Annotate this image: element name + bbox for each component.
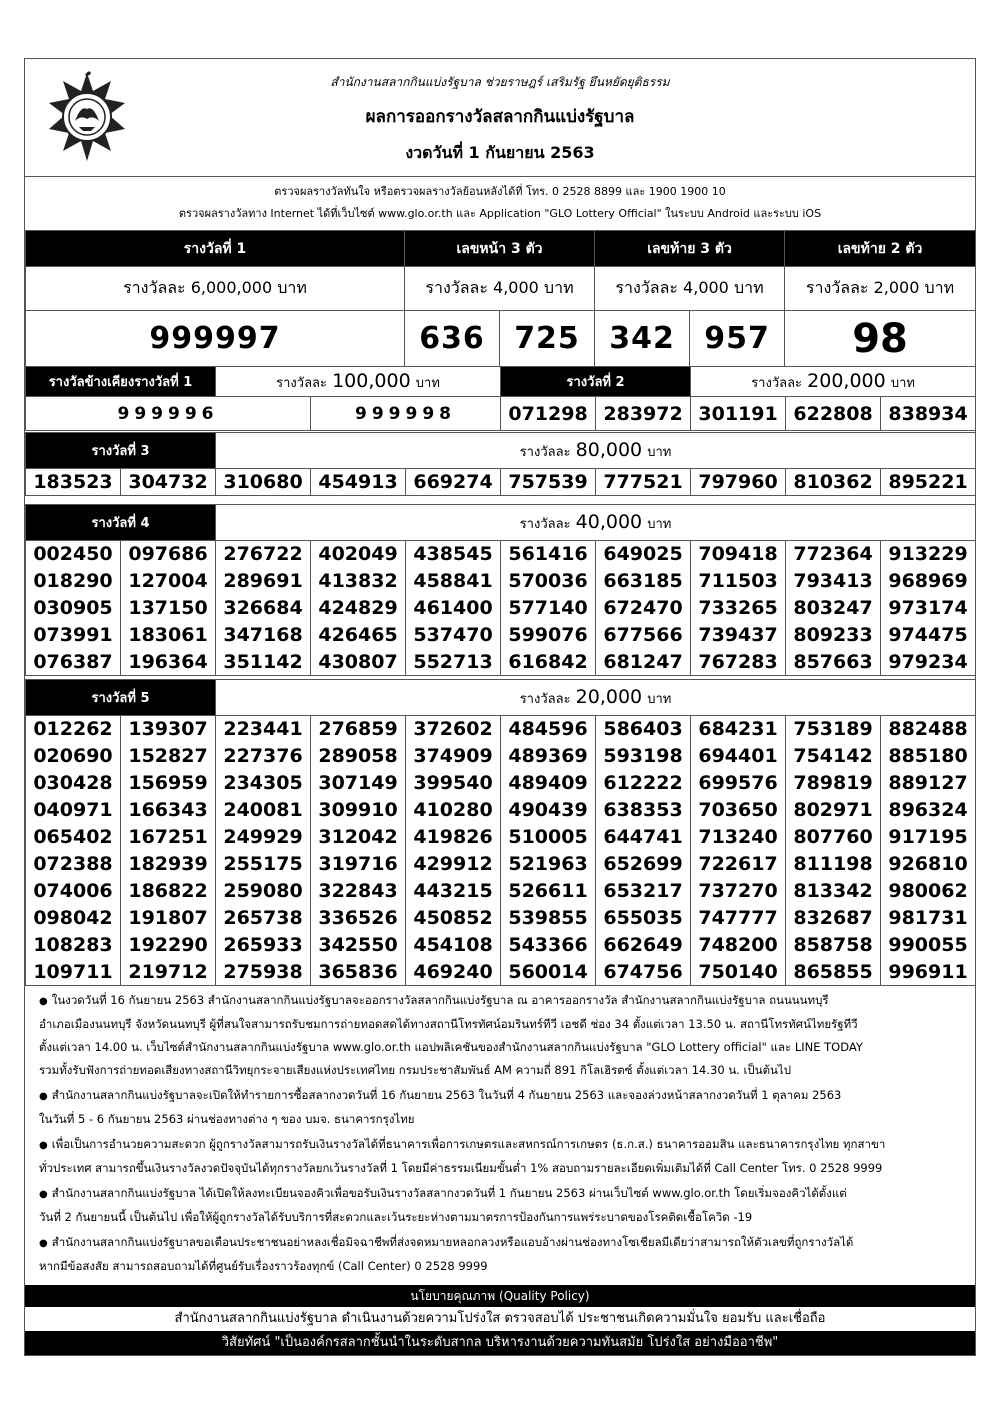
fifth-prize-number: 858758 [786, 932, 881, 959]
fifth-prize-number: 255175 [216, 851, 311, 878]
fourth-prize-number: 127004 [121, 568, 216, 595]
table-row [26, 824, 976, 851]
fifth-prize-number: 259080 [216, 878, 311, 905]
fifth-prize-number: 644741 [596, 824, 691, 851]
fourth-prize-number: 616842 [501, 649, 596, 676]
announcement-line [39, 1013, 965, 1036]
announcement-item [39, 1084, 965, 1131]
announcement-line [39, 1036, 965, 1059]
fourth-prize-number: 793413 [786, 568, 881, 595]
fifth-prize-number: 694401 [691, 743, 786, 770]
fifth-prize-number: 309910 [311, 797, 406, 824]
quality-policy-text: สำนักงานสลากกินแบ่งรัฐบาล ดำเนินงานด้วยความโปร่งใส ตรวจสอบได้ ประชาชนเกิดความมั่นใจ ยอมรับ และเชื่อถือ [174, 1311, 826, 1326]
table-row [26, 716, 976, 743]
table-row [26, 541, 976, 568]
fifth-prize-number: 336526 [311, 905, 406, 932]
near-first-label: รางวัลข้างเคียงรางวัลที่ 1 [26, 367, 216, 397]
amount-unit: บาท [415, 376, 440, 391]
bullet-icon: ● [39, 1189, 48, 1200]
front3-number: 725 [500, 311, 595, 367]
announcement-item [39, 1231, 965, 1278]
table-row [26, 959, 976, 986]
check-info [25, 177, 975, 229]
fifth-prize-number: 722617 [691, 851, 786, 878]
fifth-prize-number: 443215 [406, 878, 501, 905]
second-prize-amount [691, 367, 976, 397]
fifth-prize-number: 108283 [26, 932, 121, 959]
table-row [26, 743, 976, 770]
table-row [26, 622, 976, 649]
fifth-prize-number: 885180 [881, 743, 976, 770]
fifth-prize-number: 753189 [786, 716, 881, 743]
fifth-prize-number: 489409 [501, 770, 596, 797]
table-row [26, 469, 976, 496]
fourth-prize-number: 599076 [501, 622, 596, 649]
fourth-prize-number: 913229 [881, 541, 976, 568]
second-prize-number: 838934 [881, 397, 976, 431]
third-prize-amount [216, 433, 976, 469]
fourth-prize-label: รางวัลที่ 4 [26, 505, 216, 541]
fifth-prize-number: 813342 [786, 878, 881, 905]
fifth-prize-number: 521963 [501, 851, 596, 878]
fifth-prize-number: 219712 [121, 959, 216, 986]
announcement-text: ตั้งแต่เวลา 14.00 น. เว็บไซต์สำนักงานสลากกินแบ่งรัฐบาล www.glo.or.th แอปพลิเคชันของสำนักงานสลากกินแบ่งรัฐบาล "GLO Lottery official" และ LINE TODAY [39, 1040, 863, 1054]
fourth-prize-number: 552713 [406, 649, 501, 676]
fifth-prize-number: 807760 [786, 824, 881, 851]
amount-prefix: รางวัลละ [751, 376, 803, 391]
fourth-prize-number: 430807 [311, 649, 406, 676]
fifth-prize-number: 276859 [311, 716, 406, 743]
bullet-icon: ● [39, 1091, 48, 1102]
fifth-prize-number: 109711 [26, 959, 121, 986]
fifth-prize-number: 652699 [596, 851, 691, 878]
fourth-prize-number: 663185 [596, 568, 691, 595]
fifth-prize-number: 139307 [121, 716, 216, 743]
second-prize-number: 622808 [786, 397, 881, 431]
fourth-prize-number: 767283 [691, 649, 786, 676]
fifth-prize-number: 072388 [26, 851, 121, 878]
fifth-prize-number: 510005 [501, 824, 596, 851]
fourth-prize-number: 458841 [406, 568, 501, 595]
third-prize-number: 304732 [121, 469, 216, 496]
fourth-prize-number: 461400 [406, 595, 501, 622]
amount-unit: บาท [890, 376, 915, 391]
back3-amount: รางวัลละ 4,000 บาท [595, 267, 785, 311]
fifth-prize-table [25, 679, 976, 986]
amount-value: 20,000 [575, 686, 643, 708]
fifth-prize-number: 981731 [881, 905, 976, 932]
fifth-prize-number: 419826 [406, 824, 501, 851]
fourth-prize-number: 570036 [501, 568, 596, 595]
bullet-icon: ● [39, 1140, 48, 1151]
fifth-prize-number: 543366 [501, 932, 596, 959]
amount-prefix: รางวัลละ [519, 517, 571, 532]
fifth-prize-number: 322843 [311, 878, 406, 905]
fourth-prize-number: 857663 [786, 649, 881, 676]
fifth-prize-number: 865855 [786, 959, 881, 986]
back2-amount: รางวัลละ 2,000 บาท [785, 267, 976, 311]
fifth-prize-number: 074006 [26, 878, 121, 905]
fifth-prize-number: 450852 [406, 905, 501, 932]
table-row [26, 878, 976, 905]
fifth-prize-number: 980062 [881, 878, 976, 905]
announcement-line [39, 1157, 965, 1180]
fifth-prize-number: 012262 [26, 716, 121, 743]
fifth-prize-number: 990055 [881, 932, 976, 959]
fifth-prize-number: 312042 [311, 824, 406, 851]
third-prize-number: 669274 [406, 469, 501, 496]
announcement-text: ในวันที่ 5 - 6 กันยายน 2563 ผ่านช่องทางต่าง ๆ ของ บมจ. ธนาคารกรุงไทย [39, 1112, 415, 1126]
announcement-line [39, 1206, 965, 1229]
table-row [26, 797, 976, 824]
amount-unit: บาท [647, 517, 672, 532]
internet-info: ตรวจผลรางวัลทาง Internet ได้ที่เว็บไซต์ www.glo.or.th และ Application "GLO Lottery Official" ในระบบ Android และระบบ iOS [178, 207, 822, 220]
bullet-icon: ● [39, 996, 48, 1007]
fifth-prize-number: 526611 [501, 878, 596, 905]
table-row [26, 595, 976, 622]
fifth-prize-number: 484596 [501, 716, 596, 743]
announcement-line [39, 989, 965, 1013]
announcement-text: หากมีข้อสงสัย สามารถสอบถามได้ที่ศูนย์รับเรื่องราวร้องทุกข์ (Call Center) 0 2528 9999 [39, 1259, 488, 1273]
amount-value: 200,000 [807, 370, 886, 392]
fourth-prize-number: 772364 [786, 541, 881, 568]
announcement-line [39, 1133, 965, 1157]
announcement-text: รวมทั้งรับฟังการถ่ายทอดเสียงทางสถานีวิทยุกระจายเสียงแห่งประเทศไทย กรมประชาสัมพันธ์ AM ความถี่ 891 กิโลเฮิรตซ์ ตั้งแต่เวลา 14.30 น. เป็นต้นไป [39, 1063, 791, 1077]
fourth-prize-number: 677566 [596, 622, 691, 649]
front3-amount: รางวัลละ 4,000 บาท [405, 267, 595, 311]
fourth-prize-number: 968969 [881, 568, 976, 595]
fourth-prize-number: 979234 [881, 649, 976, 676]
announcement-line [39, 1182, 965, 1206]
fifth-prize-number: 191807 [121, 905, 216, 932]
third-prize-number: 310680 [216, 469, 311, 496]
announcement-line [39, 1084, 965, 1108]
fifth-prize-number: 249929 [216, 824, 311, 851]
third-prize-number: 757539 [501, 469, 596, 496]
fifth-prize-number: 754142 [786, 743, 881, 770]
third-prize-number: 777521 [596, 469, 691, 496]
fifth-prize-number: 882488 [881, 716, 976, 743]
fourth-prize-number: 809233 [786, 622, 881, 649]
announcement-item [39, 1182, 965, 1229]
fifth-prize-number: 372602 [406, 716, 501, 743]
fourth-prize-number: 426465 [311, 622, 406, 649]
fourth-prize-number: 402049 [311, 541, 406, 568]
fifth-prize-number: 234305 [216, 770, 311, 797]
back3-label: เลขท้าย 3 ตัว [595, 231, 785, 267]
fourth-prize-number: 733265 [691, 595, 786, 622]
announcement-text: ทั่วประเทศ สามารถขึ้นเงินรางวัลงวดปัจจุบันได้ทุกรางวัลยกเว้นรางวัลที่ 1 โดยมีค่าธรรมเนียมขั้นต่ำ 1% สอบถามรายละเอียดเพิ่มเติมได้ที่ Call Center โทร. 0 2528 9999 [39, 1161, 883, 1175]
fifth-prize-number: 748200 [691, 932, 786, 959]
fifth-prize-number: 098042 [26, 905, 121, 932]
third-prize-number: 895221 [881, 469, 976, 496]
fourth-prize-number: 438545 [406, 541, 501, 568]
fifth-prize-number: 684231 [691, 716, 786, 743]
fourth-prize-number: 711503 [691, 568, 786, 595]
fourth-prize-number: 196364 [121, 649, 216, 676]
third-prize-number: 454913 [311, 469, 406, 496]
table-row [26, 649, 976, 676]
fifth-prize-number: 889127 [881, 770, 976, 797]
fifth-prize-number: 560014 [501, 959, 596, 986]
fourth-prize-number: 289691 [216, 568, 311, 595]
near-first-amount [216, 367, 501, 397]
fourth-prize-number: 649025 [596, 541, 691, 568]
fifth-prize-amount [216, 680, 976, 716]
fifth-prize-number: 265738 [216, 905, 311, 932]
announcement-text: ในงวดวันที่ 16 กันยายน 2563 สำนักงานสลากกินแบ่งรัฐบาลจะออกรางวัลสลากกินแบ่งรัฐบาล ณ อาคารออกรางวัล สำนักงานสลากกินแบ่งรัฐบาล ถนนนนทบุรี [51, 993, 829, 1007]
near-first-number: 999996 [26, 397, 311, 431]
announcements [25, 983, 975, 1278]
fifth-prize-number: 152827 [121, 743, 216, 770]
fourth-prize-number: 351142 [216, 649, 311, 676]
fourth-prize-number: 137150 [121, 595, 216, 622]
front3-number: 636 [405, 311, 500, 367]
fourth-prize-number: 347168 [216, 622, 311, 649]
fifth-prize-label: รางวัลที่ 5 [26, 680, 216, 716]
draw-date: งวดวันที่ 1 กันยายน 2563 [405, 143, 595, 162]
fifth-prize-number: 713240 [691, 824, 786, 851]
announcement-line [39, 1059, 965, 1082]
third-prize-table [25, 432, 976, 496]
fifth-prize-number: 167251 [121, 824, 216, 851]
fifth-prize-number: 265933 [216, 932, 311, 959]
fourth-prize-number: 577140 [501, 595, 596, 622]
fifth-prize-number: 674756 [596, 959, 691, 986]
fourth-prize-number: 973174 [881, 595, 976, 622]
fifth-prize-number: 703650 [691, 797, 786, 824]
table-row [26, 932, 976, 959]
first-prize-number: 999997 [26, 311, 405, 367]
third-prize-number: 810362 [786, 469, 881, 496]
phone-info: ตรวจผลรางวัลทันใจ หรือตรวจผลรางวัลย้อนหลังได้ที่ โทร. 0 2528 8899 และ 1900 1900 10 [274, 185, 726, 198]
back3-number: 957 [690, 311, 785, 367]
fifth-prize-number: 020690 [26, 743, 121, 770]
fifth-prize-number: 490439 [501, 797, 596, 824]
fifth-prize-number: 469240 [406, 959, 501, 986]
fifth-prize-number: 917195 [881, 824, 976, 851]
amount-value: 40,000 [575, 511, 643, 533]
amount-prefix: รางวัลละ [276, 376, 327, 391]
fifth-prize-number: 374909 [406, 743, 501, 770]
page-title: ผลการออกรางวัลสลากกินแบ่งรัฐบาล [365, 107, 635, 127]
fourth-prize-number: 326684 [216, 595, 311, 622]
third-prize-number: 797960 [691, 469, 786, 496]
fifth-prize-number: 192290 [121, 932, 216, 959]
fourth-prize-number: 097686 [121, 541, 216, 568]
fourth-prize-number: 681247 [596, 649, 691, 676]
fifth-prize-number: 539855 [501, 905, 596, 932]
fourth-prize-number: 672470 [596, 595, 691, 622]
fifth-prize-number: 655035 [596, 905, 691, 932]
fourth-prize-number: 561416 [501, 541, 596, 568]
fifth-prize-number: 156959 [121, 770, 216, 797]
second-prize-label: รางวัลที่ 2 [501, 367, 691, 397]
announcement-text: เพื่อเป็นการอำนวยความสะดวก ผู้ถูกรางวัลสามารถรับเงินรางวัลได้ที่ธนาคารเพื่อการเกษตรและสหกรณ์การเกษตร (ธ.ก.ส.) ธนาคารออมสิน และธนาคารกรุงไทย ทุกสาขา [51, 1137, 886, 1151]
fifth-prize-number: 065402 [26, 824, 121, 851]
fifth-prize-number: 223441 [216, 716, 311, 743]
announcement-text: วันที่ 2 กันยายนนี้ เป็นต้นไป เพื่อให้ผู้ถูกรางวัลได้รับบริการที่สะดวกและเว้นระยะห่างตามมาตรการป้องกันการแพร่ระบาดของโรคติดเชื้อโควิด -19 [39, 1210, 753, 1224]
fifth-prize-number: 307149 [311, 770, 406, 797]
near-and-second-table [25, 366, 976, 431]
announcement-line [39, 1255, 965, 1278]
amount-unit: บาท [647, 445, 672, 460]
fifth-prize-number: 612222 [596, 770, 691, 797]
fourth-prize-number: 002450 [26, 541, 121, 568]
fifth-prize-number: 638353 [596, 797, 691, 824]
fifth-prize-number: 240081 [216, 797, 311, 824]
fifth-prize-number: 489369 [501, 743, 596, 770]
announcement-text: สำนักงานสลากกินแบ่งรัฐบาล ได้เปิดให้ลงทะเบียนจองคิวเพื่อขอรับเงินรางวัลสลากงวดวันที่ 1 กันยายน 2563 ผ่านเว็บไซต์ www.glo.or.th โดยเริ่มจองคิวได้ตั้งแต่ [51, 1186, 847, 1200]
back2-label: เลขท้าย 2 ตัว [785, 231, 976, 267]
fifth-prize-number: 454108 [406, 932, 501, 959]
fourth-prize-table [25, 504, 976, 676]
fifth-prize-number: 737270 [691, 878, 786, 905]
fifth-prize-number: 342550 [311, 932, 406, 959]
fifth-prize-number: 699576 [691, 770, 786, 797]
fifth-prize-number: 275938 [216, 959, 311, 986]
fifth-prize-number: 811198 [786, 851, 881, 878]
amount-unit: บาท [647, 692, 672, 707]
fifth-prize-number: 896324 [881, 797, 976, 824]
bullet-icon: ● [39, 1238, 48, 1249]
fourth-prize-amount [216, 505, 976, 541]
fourth-prize-number: 709418 [691, 541, 786, 568]
fifth-prize-number: 182939 [121, 851, 216, 878]
fifth-prize-number: 030428 [26, 770, 121, 797]
first-prize-label: รางวัลที่ 1 [26, 231, 405, 267]
third-prize-label: รางวัลที่ 3 [26, 433, 216, 469]
fifth-prize-number: 319716 [311, 851, 406, 878]
fifth-prize-number: 166343 [121, 797, 216, 824]
quality-policy-title: นโยบายคุณภาพ (Quality Policy) [25, 1285, 975, 1307]
announcement-text: สำนักงานสลากกินแบ่งรัฐบาลจะเปิดให้ทำรายการซื้อสลากงวดวันที่ 16 กันยายน 2563 ในวันที่ 4 กันยายน 2563 และจองล่วงหน้าสลากงวดวันที่ 1 ตุลาคม 2563 [51, 1088, 842, 1102]
amount-value: 100,000 [332, 370, 411, 392]
fifth-prize-number: 399540 [406, 770, 501, 797]
fifth-prize-number: 662649 [596, 932, 691, 959]
table-row [26, 568, 976, 595]
second-prize-number: 301191 [691, 397, 786, 431]
fifth-prize-number: 653217 [596, 878, 691, 905]
fourth-prize-number: 073991 [26, 622, 121, 649]
main-prizes-table [25, 230, 976, 367]
table-row [26, 851, 976, 878]
fifth-prize-number: 429912 [406, 851, 501, 878]
fourth-prize-number: 537470 [406, 622, 501, 649]
fifth-prize-number: 747777 [691, 905, 786, 932]
fifth-prize-number: 750140 [691, 959, 786, 986]
announcement-text: อำเภอเมืองนนทบุรี จังหวัดนนทบุรี ผู้ที่สนใจสามารถรับชมการถ่ายทอดสดได้ทางสถานีโทรทัศน์อมรินทร์ทีวี เอชดี ช่อง 34 ตั้งแต่เวลา 13.50 น. สถานีโทรทัศน์ไทยรัฐทีวี [39, 1017, 858, 1031]
fifth-prize-number: 227376 [216, 743, 311, 770]
front3-label: เลขหน้า 3 ตัว [405, 231, 595, 267]
fourth-prize-number: 276722 [216, 541, 311, 568]
fifth-prize-number: 040971 [26, 797, 121, 824]
fourth-prize-number: 413832 [311, 568, 406, 595]
fifth-prize-number: 365836 [311, 959, 406, 986]
first-prize-amount: รางวัลละ 6,000,000 บาท [26, 267, 405, 311]
fourth-prize-number: 803247 [786, 595, 881, 622]
vision-text: วิสัยทัศน์ "เป็นองค์กรสลากชั้นนำในระดับสากล บริหารงานด้วยความทันสมัย โปร่งใส อย่างมืออาชีพ" [25, 1331, 975, 1355]
motto: สำนักงานสลากกินแบ่งรัฐบาล ช่วยราษฎร์ เสริมรัฐ ยึนหยัดยุติธรรม [330, 75, 670, 89]
fifth-prize-number: 593198 [596, 743, 691, 770]
fifth-prize-number: 586403 [596, 716, 691, 743]
fifth-prize-number: 996911 [881, 959, 976, 986]
amount-value: 80,000 [575, 439, 643, 461]
announcement-line [39, 1108, 965, 1131]
fifth-prize-number: 926810 [881, 851, 976, 878]
fifth-prize-number: 832687 [786, 905, 881, 932]
table-row [26, 770, 976, 797]
table-row [26, 905, 976, 932]
announcement-item [39, 989, 965, 1082]
back2-number: 98 [785, 311, 976, 367]
fifth-prize-number: 289058 [311, 743, 406, 770]
amount-prefix: รางวัลละ [519, 692, 571, 707]
announcement-line [39, 1231, 965, 1255]
amount-prefix: รางวัลละ [519, 445, 571, 460]
second-prize-number: 283972 [596, 397, 691, 431]
announcement-text: สำนักงานสลากกินแบ่งรัฐบาลขอเตือนประชาชนอย่าหลงเชื่อมิจฉาชีพที่ส่งจดหมายหลอกลวงหรือแอบอ้างผ่านช่องทางโซเชียลมีเดียว่าสามารถให้ตัวเลขที่ถูกรางวัลได้ [51, 1235, 854, 1249]
near-first-number: 999998 [311, 397, 501, 431]
fourth-prize-number: 030905 [26, 595, 121, 622]
fourth-prize-number: 739437 [691, 622, 786, 649]
third-prize-number: 183523 [26, 469, 121, 496]
second-prize-number: 071298 [501, 397, 596, 431]
fourth-prize-number: 183061 [121, 622, 216, 649]
fifth-prize-number: 789819 [786, 770, 881, 797]
fourth-prize-number: 424829 [311, 595, 406, 622]
fifth-prize-number: 410280 [406, 797, 501, 824]
lottery-result-sheet [24, 58, 976, 1356]
back3-number: 342 [595, 311, 690, 367]
fourth-prize-number: 974475 [881, 622, 976, 649]
announcement-item [39, 1133, 965, 1180]
header [25, 59, 975, 177]
fifth-prize-number: 186822 [121, 878, 216, 905]
fourth-prize-number: 076387 [26, 649, 121, 676]
fifth-prize-number: 802971 [786, 797, 881, 824]
fourth-prize-number: 018290 [26, 568, 121, 595]
